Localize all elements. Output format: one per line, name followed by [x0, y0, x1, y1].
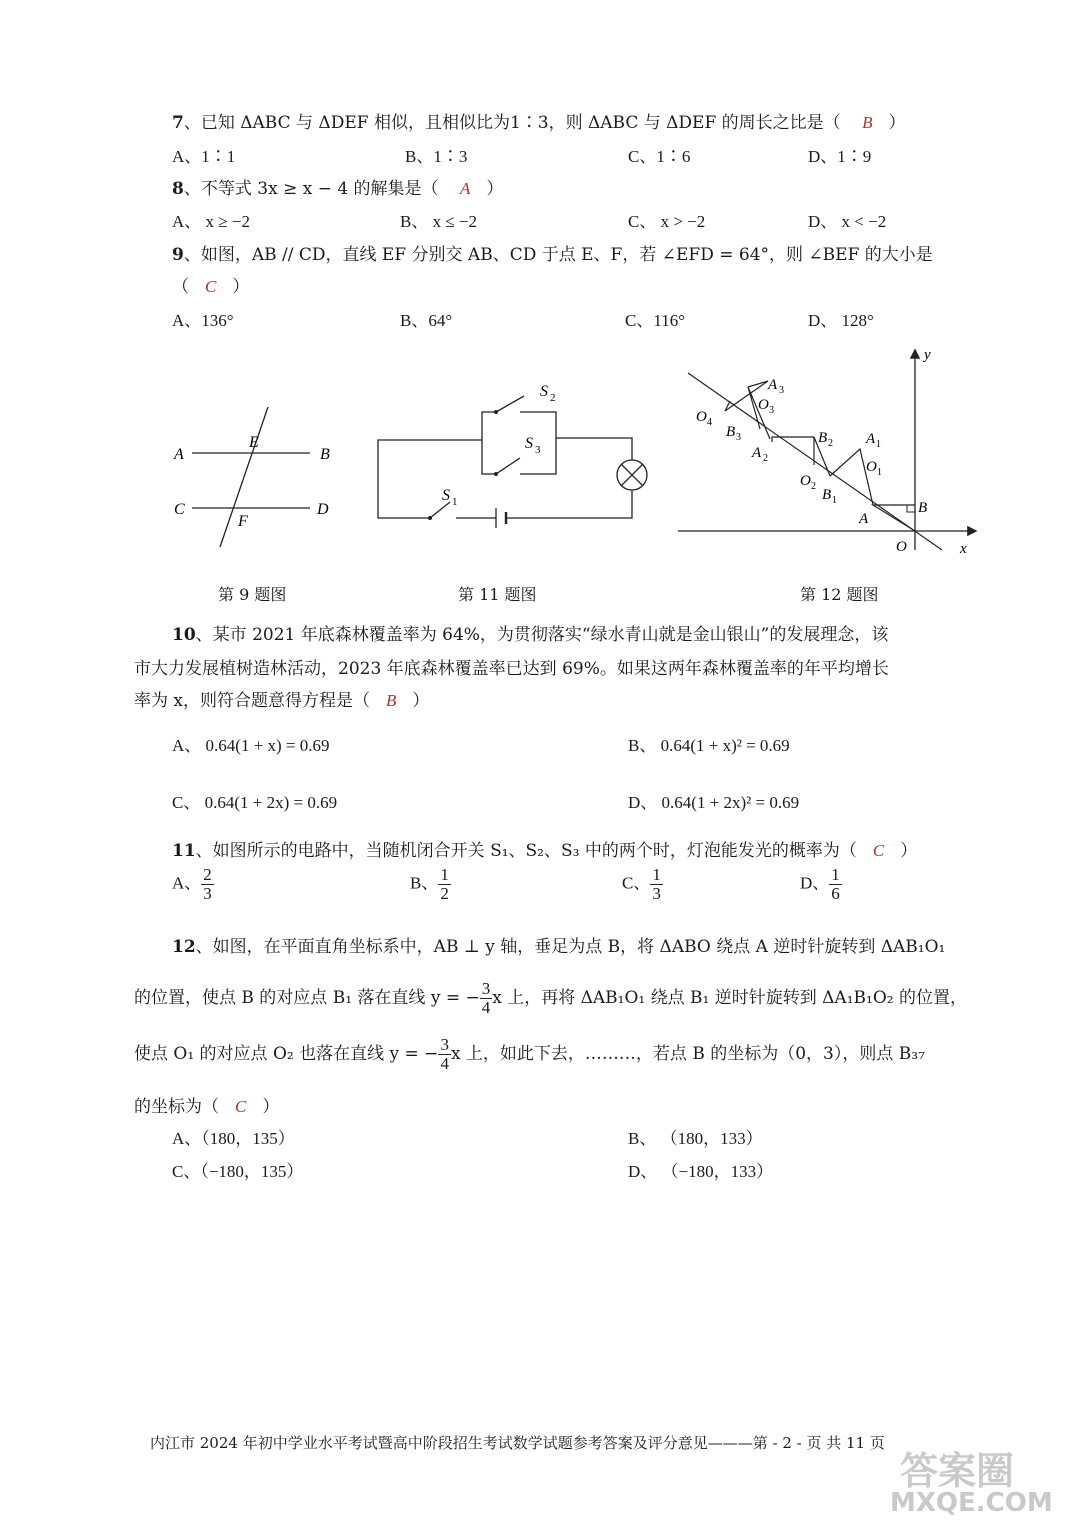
q11-option-a-label: A、 [172, 873, 202, 893]
q10-option-a: A、 0.64(1 + x) = 0.69 [172, 736, 330, 755]
segment-b2 [772, 437, 814, 442]
q9-answer: C [205, 277, 217, 296]
q11-d-den: 6 [831, 883, 840, 903]
fig11-label-s2-sub: 2 [550, 392, 556, 404]
q11-c-den: 3 [652, 883, 661, 903]
figure-12-caption: 第 12 题图 [800, 585, 879, 604]
q10-answer: B [386, 691, 397, 710]
q8-stem [172, 174, 503, 199]
watermark-logo-top: 答案圈 [900, 1449, 1015, 1493]
q11-answer: C [872, 841, 885, 860]
q10-option-c: C、 0.64(1 + 2x) = 0.69 [172, 793, 338, 812]
triangle-a2 [748, 387, 770, 439]
fig11-label-s1-sub: 1 [452, 496, 458, 508]
fig12-label-a3-sub: 3 [779, 385, 784, 396]
q12-option-c: C、（−180，135） [172, 1162, 304, 1181]
q12-text-2b: x 上，再将 ΔAB₁O₁ 绕点 B₁ 逆时针旋转到 ΔA₁B₁O₂ 的位置， [492, 987, 967, 1008]
q8-option-d: D、 x < −2 [808, 212, 887, 231]
q12-number: 12 [172, 937, 196, 957]
fig12-label-b1-sub: 1 [832, 495, 837, 506]
q12-close: ） [262, 1097, 280, 1117]
q10-line-1 [172, 620, 888, 645]
fig12-label-o: O [896, 539, 907, 555]
right-angle-mark [907, 505, 915, 512]
q12-answer: C [235, 1097, 247, 1116]
q11-d-num: 1 [831, 865, 840, 884]
q8-close: ） [486, 179, 504, 199]
q7-option-b: B、1∶3 [405, 147, 468, 166]
q9-close: ） [232, 277, 250, 297]
switch-s1-blade [430, 502, 450, 518]
q8-option-b: B、 x ≤ −2 [400, 212, 478, 231]
q7-option-c: C、1∶6 [628, 147, 691, 166]
q12-frac1-num: 3 [481, 979, 491, 998]
q7-text: 、已知 ΔABC 与 ΔDEF 相似，且相似比为1∶3，则 ΔABC 与 ΔDEF 的周长之比是（ [183, 113, 841, 133]
fig12-label-o4: O [696, 409, 707, 425]
fig12-label-a1-sub: 1 [876, 439, 881, 450]
fig11-label-s1: S [442, 487, 450, 504]
q11-option-d [800, 866, 842, 903]
q11-b-num: 1 [440, 865, 449, 884]
q11-option-c-fraction [650, 866, 663, 903]
q9-option-d: D、 128° [808, 311, 874, 330]
fig12-label-b2: B [818, 430, 828, 446]
q10-option-d: D、 0.64(1 + 2x)² = 0.69 [628, 793, 800, 812]
fig12-label-a: A [859, 511, 869, 527]
circuit-wire-right-top [556, 438, 632, 460]
q12-frac2-num: 3 [440, 1035, 449, 1054]
fig12-label-o3-sub: 3 [769, 405, 774, 416]
q11-option-a [172, 866, 214, 903]
q7-answer: B [862, 113, 873, 132]
q7-number: 7 [172, 113, 184, 133]
q11-close: ） [900, 841, 918, 861]
q11-option-c [622, 866, 663, 903]
figure-12 [670, 345, 980, 560]
figure-9-caption: 第 9 题图 [218, 585, 287, 604]
q12-text-1: 、如图，在平面直角坐标系中，AB ⊥ y 轴，垂足为点 B，将 ΔABO 绕点 A 逆时针旋转到 ΔAB₁O₁ [195, 937, 946, 957]
q12-line-3 [134, 1036, 925, 1073]
q12-line-2 [134, 980, 967, 1017]
figure-11-caption: 第 11 题图 [458, 585, 537, 604]
fig12-label-a1: A [866, 431, 876, 447]
q11-option-c-label: C、 [622, 873, 651, 893]
fig12-label-b: B [918, 500, 928, 516]
watermark-logo-bottom: MXQE.COM [890, 1488, 1053, 1518]
q10-number: 10 [172, 625, 196, 645]
page-footer: 内江市 2024 年初中学业水平考试暨高中阶段招生考试数学试题参考答案及评分意见———第 - 2 - 页 共 11 页 [150, 1434, 885, 1452]
q11-c-num: 1 [652, 865, 661, 884]
fig12-label-a2: A [752, 445, 762, 461]
fig12-label-o1: O [866, 459, 877, 475]
q12-fraction-2 [438, 1036, 451, 1073]
figure-11 [370, 370, 650, 540]
q9-number: 9 [172, 245, 184, 265]
fig9-label-f: F [238, 513, 248, 530]
q10-text-1: 、某市 2021 年底森林覆盖率为 64%，为贯彻落实“绿水青山就是金山银山”的发展理念，该 [195, 625, 889, 645]
q9-open: （ [172, 277, 189, 297]
q11-b-den: 2 [440, 883, 449, 903]
q11-option-d-label: D、 [800, 873, 830, 893]
q12-option-b: B、 （180，133） [628, 1129, 763, 1148]
q10-close: ） [412, 691, 430, 711]
q12-option-d: D、 （−180，133） [628, 1162, 774, 1181]
q12-line-1 [172, 932, 945, 957]
switch-s3-blade [496, 458, 520, 474]
q12-text-2a: 的位置，使点 B 的对应点 B₁ 落在直线 y = − [134, 987, 480, 1008]
q11-a-num: 2 [203, 865, 212, 884]
q9-option-c: C、116° [625, 311, 686, 330]
q8-text: 、不等式 3x ≥ x − 4 的解集是（ [183, 179, 439, 199]
q11-option-b [410, 866, 451, 903]
q8-number: 8 [172, 179, 184, 199]
q11-option-b-fraction [438, 866, 451, 903]
fig12-label-a2-sub: 2 [763, 453, 768, 464]
q8-option-c: C、 x > −2 [628, 212, 706, 231]
q9-option-a: A、136° [172, 311, 234, 330]
q9-option-b: B、64° [400, 311, 453, 330]
q12-option-a: A、（180，135） [172, 1129, 295, 1148]
parallel-left-rail [482, 412, 496, 474]
figure-9 [160, 395, 360, 555]
switch-s2-blade [496, 396, 524, 412]
fig12-label-o2: O [800, 473, 811, 489]
fig11-label-s3: S [525, 435, 533, 452]
q10-line-3 [134, 686, 429, 711]
fig9-label-d: D [317, 501, 329, 518]
q8-option-a: A、 x ≥ −2 [172, 212, 250, 231]
fig12-label-o2-sub: 2 [811, 481, 816, 492]
q12-line-4 [134, 1092, 279, 1117]
fig12-label-a3: A [768, 377, 778, 393]
circuit-wire-left [378, 440, 482, 518]
q7-close: ） [888, 113, 906, 133]
fig11-label-s3-sub: 3 [535, 444, 541, 456]
q12-text-4: 的坐标为（ [134, 1097, 219, 1117]
fig12-label-b1: B [822, 487, 832, 503]
q7-option-a: A、1∶1 [172, 147, 236, 166]
fig12-label-b3-sub: 3 [736, 432, 741, 443]
q8-answer: A [459, 179, 471, 198]
fig9-label-e: E [249, 434, 259, 451]
circuit-wire-bottom-right [506, 490, 632, 518]
fig9-label-c: C [174, 501, 185, 518]
q10-option-b: B、 0.64(1 + x)² = 0.69 [628, 736, 790, 755]
q7-stem [172, 108, 905, 133]
q12-frac2-den: 4 [440, 1053, 449, 1073]
q11-a-den: 3 [203, 883, 212, 903]
fig12-label-o4-sub: 4 [707, 417, 712, 428]
q11-stem [172, 836, 917, 861]
q12-fraction-1 [480, 980, 493, 1017]
fig11-label-s2: S [540, 383, 548, 400]
fig12-label-o1-sub: 1 [877, 467, 882, 478]
q9-stem [172, 240, 933, 265]
q12-frac1-den: 4 [481, 997, 491, 1017]
q11-text: 、如图所示的电路中，当随机闭合开关 S₁、S₂、S₃ 中的两个时，灯泡能发光的概率为（ [195, 841, 857, 861]
q12-text-3a: 使点 O₁ 的对应点 O₂ 也落在直线 y = − [134, 1043, 439, 1064]
fig12-label-b3: B [726, 424, 736, 440]
q11-number: 11 [172, 841, 196, 861]
fig12-label-x: x [960, 541, 967, 557]
fig12-label-y: y [924, 347, 931, 363]
fig9-label-b: B [320, 446, 330, 463]
q10-text-3: 率为 x，则符合题意得方程是（ [134, 691, 370, 711]
q11-option-a-fraction [201, 866, 214, 903]
triangle-abo [873, 505, 915, 531]
q11-option-d-fraction [829, 866, 842, 903]
fig12-label-b2-sub: 2 [828, 438, 833, 449]
fig9-label-a: A [174, 446, 184, 463]
q10-line-2: 市大力发展植树造林活动，2023 年底森林覆盖率已达到 69%。如果这两年森林覆盖率的年平均增长 [134, 659, 889, 679]
q9-text: 、如图，AB // CD，直线 EF 分别交 AB、CD 于点 E、F，若 ∠EFD = 64°，则 ∠BEF 的大小是 [183, 245, 933, 265]
q7-option-d: D、1∶9 [808, 147, 872, 166]
q11-option-b-label: B、 [410, 873, 439, 893]
q9-answer-line [172, 272, 249, 297]
q12-text-3b: x 上，如此下去，………，若点 B 的坐标为（0，3），则点 B₃₇ [450, 1043, 925, 1064]
fig12-label-o3: O [758, 397, 769, 413]
